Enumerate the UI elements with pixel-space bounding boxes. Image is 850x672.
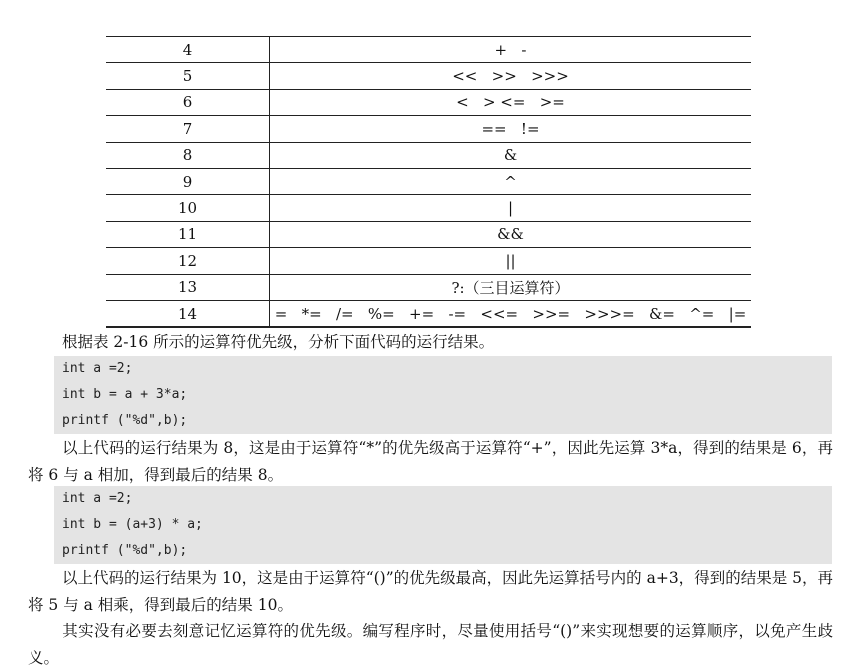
code-line: int b = a + 3*a; <box>62 387 188 402</box>
operators-cell: & <box>270 142 752 168</box>
advice-text: 其实没有必要去刻意记忆运算符的优先级。编写程序时，尽量使用括号“()”来实现想要的运算顺序，以免产生歧义。 <box>28 622 833 667</box>
level-cell: 5 <box>106 63 270 89</box>
table-row <box>106 63 751 89</box>
level-cell: 4 <box>106 37 270 63</box>
operators-cell: ?:（三目运算符） <box>270 274 752 300</box>
level-cell: 13 <box>106 274 270 300</box>
table-row <box>106 116 751 142</box>
table-row <box>106 37 751 63</box>
advice-paragraph <box>28 618 833 672</box>
operators-cell: && <box>270 221 752 247</box>
code-line: printf ("%d",b); <box>62 413 188 428</box>
level-cell: 6 <box>106 89 270 115</box>
result-paragraph-1 <box>28 435 833 489</box>
level-cell: 10 <box>106 195 270 221</box>
table-row <box>106 195 751 221</box>
operators-cell: + - <box>270 37 752 63</box>
intro-text: 根据表 2-16 所示的运算符优先级，分析下面代码的运行结果。 <box>62 333 495 351</box>
operators-cell: = *= /= %= += -= <<= >>= >>>= &= ^= |= <box>270 300 752 327</box>
code-line: printf ("%d",b); <box>62 543 188 558</box>
table-row <box>106 274 751 300</box>
operators-cell: << >> >>> <box>270 63 752 89</box>
operators-cell: < > <= >= <box>270 89 752 115</box>
table-row <box>106 221 751 247</box>
level-cell: 8 <box>106 142 270 168</box>
code-line: int a =2; <box>62 491 133 506</box>
operators-cell: ^ <box>270 168 752 194</box>
level-cell: 9 <box>106 168 270 194</box>
table-row <box>106 300 751 327</box>
precedence-table <box>106 36 751 328</box>
operators-cell: | <box>270 195 752 221</box>
result-text-2: 以上代码的运行结果为 10，这是由于运算符“()”的优先级最高，因此先运算括号内的 a+3，得到的结果是 5，再将 5 与 a 相乘，得到最后的结果 10。 <box>28 569 833 614</box>
level-cell: 14 <box>106 300 270 327</box>
code-line: int a =2; <box>62 361 133 376</box>
code-block-1 <box>54 356 832 434</box>
table-row <box>106 168 751 194</box>
table-row <box>106 142 751 168</box>
result-paragraph-2 <box>28 565 833 619</box>
level-cell: 11 <box>106 221 270 247</box>
level-cell: 12 <box>106 248 270 274</box>
operators-cell: == != <box>270 116 752 142</box>
intro-paragraph <box>28 329 833 356</box>
table-row <box>106 248 751 274</box>
code-line: int b = (a+3) * a; <box>62 517 203 532</box>
table-row <box>106 89 751 115</box>
code-block-2 <box>54 486 832 564</box>
level-cell: 7 <box>106 116 270 142</box>
result-text-1: 以上代码的运行结果为 8，这是由于运算符“*”的优先级高于运算符“+”，因此先运算 3*a，得到的结果是 6，再将 6 与 a 相加，得到最后的结果 8。 <box>28 439 833 484</box>
operators-cell: || <box>270 248 752 274</box>
